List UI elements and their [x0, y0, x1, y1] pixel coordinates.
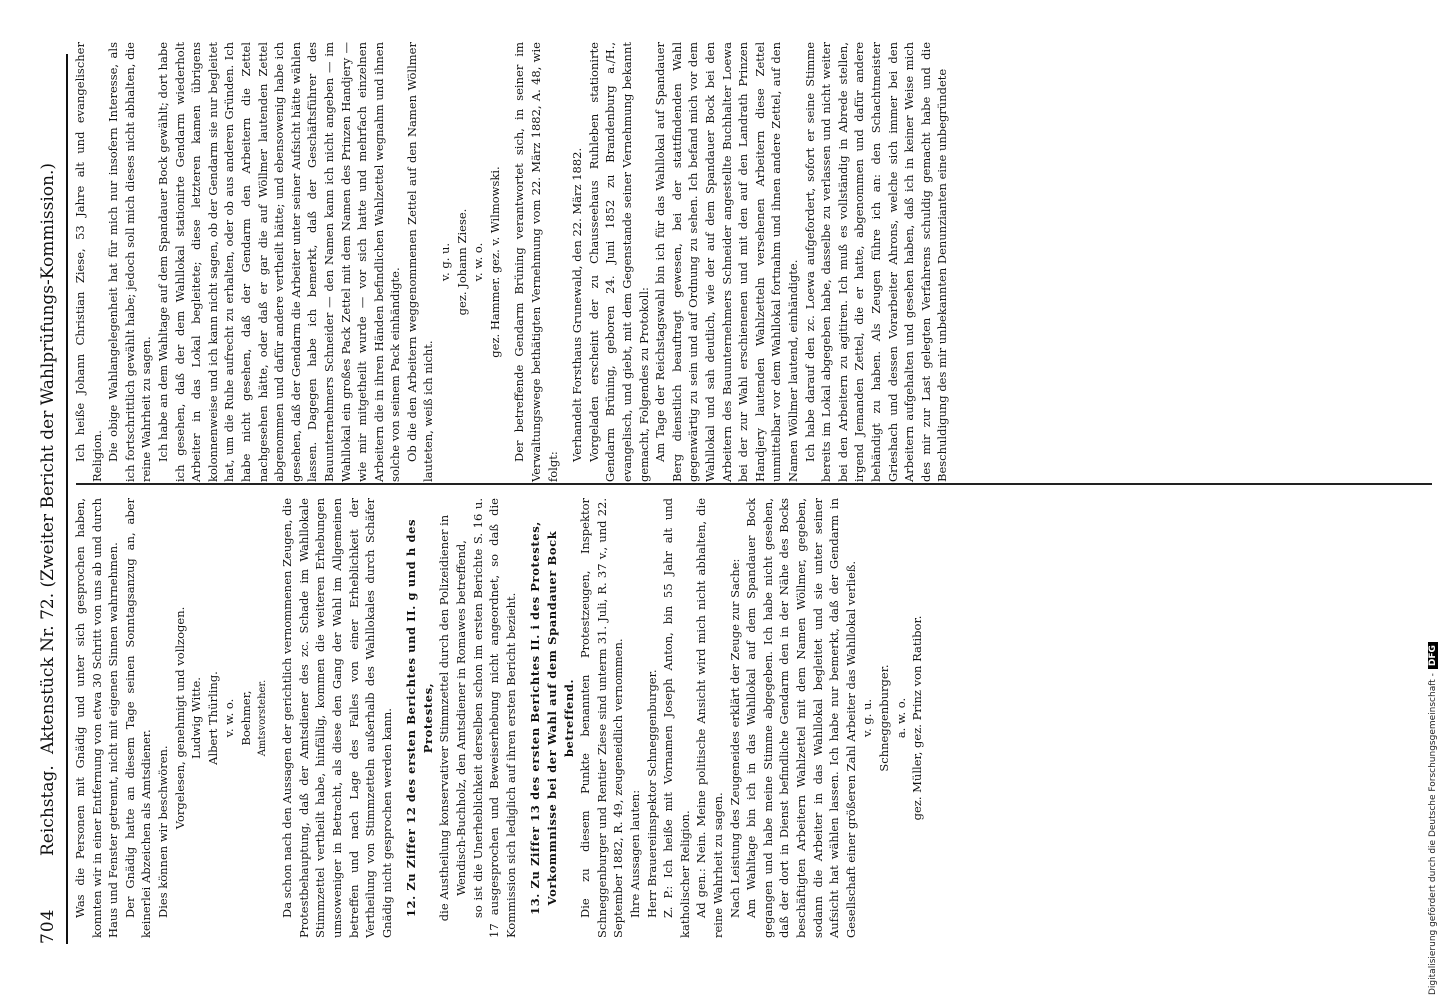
signature: Albert Thürling. [205, 671, 220, 765]
left-column [72, 498, 1432, 938]
paragraph: Ob die den Arbeitern weggenommenen Zettel auf den Namen Wöllmer lauteten, weiß ich nicht. [404, 42, 436, 482]
paragraph: Da schon nach den Aussagen der gerichtlich vernommenen Zeugen, die Protestbehauptung, daß der Amtsdiener des zc. Schade im Wahllokale Stimmzettel vertheilt habe, hinfällig, kommen die weiteren Erhebungen umsoweniger in Betracht, als diese den Gang der Wahl im Allgemeinen betreffen und nach Lage des Falles von einer Erheblichkeit der Vertheilung von Stimmzetteln außerhalb des Wahllokales durch Schäfer Gnädig nicht gesprochen werden kann. [280, 497, 394, 938]
paragraph: Der Gnädig hatte an diesem Tage seinen Sonntagsanzug an, aber keinerlei Abzeichen als Amtsdiener. [122, 498, 154, 938]
right-column [72, 42, 1432, 482]
running-head-title: Aktenstück Nr. 72. (Zweiter Bericht der Wahlprüfungs-Kommission.) [38, 162, 58, 754]
digitization-note: Digitalisierung gefördert durch die Deutsche Forschungsgemeinschaft - [1428, 673, 1438, 995]
running-head-category: Reichstag. [38, 765, 58, 856]
section-heading: 12. Zu Ziffer 12 des ersten Berichtes und II. g und h des Protestes, [404, 518, 435, 918]
signature-role: Amtsvorsteher. [256, 679, 268, 757]
signature: Schneggenburger. [876, 664, 891, 772]
paragraph: Am Tage der Reichstagswahl bin ich für das Wahllokal auf Spandauer Berg dienstlich beauftragt gewesen, bei der stattfindenden Wahl gegenwärtig zu sein und auf Ordnung zu sehen. Ich befand mich vor dem Wahllokal und sah deutlich, wie der auf dem Spandauer Bock bei den Arbeitern des Bauunternehmers Schneider angestellte Buchhalter Loewa bei der zur Wahl erschienenen und mit den auf den Landrath Prinzen Handjery lautenden Wahlzetteln versehenen Arbeitern diese Zettel unmittelbar vor dem Wahllokal fortnahm und ihnen andere Zettel, auf den Namen Wöllmer lautend, einhändigte. [653, 42, 800, 482]
paragraph: Ich heiße Johann Christian Ziese, 53 Jahre alt und evangelischer Religion. [73, 42, 104, 482]
signature-formula: v. w. o. [471, 242, 486, 282]
signature: gez. Müller, gez. Prinz von Ratibor. [910, 615, 925, 821]
digitization-credit [1418, 0, 1438, 1000]
paragraph: Herr Brauereiinspektor Schneggenburger. [644, 669, 659, 918]
section-subheading: die Austheilung konservativer Stimmzettel durch den Polizeidiener in Wendisch-Buchholz, den Amtsdiener in Romawes betreffend, [437, 514, 469, 922]
signature-formula: v. w. o. [222, 698, 237, 738]
signature-formula: v. g. u. [860, 698, 875, 738]
paragraph: Was die Personen mit Gnädig und unter sich gesprochen haben, konnten wir in einer Entfernung von etwa 30 Schritt von uns ab und durch Haus und Fenster getrennt, nicht mit eigenen Sinnen wahrnehmen. [73, 498, 121, 938]
paragraph: Z. P.: Ich heiße mit Vornamen Joseph Anton, bin 55 Jahr alt und katholischer Religion. [661, 498, 692, 938]
page-number: 704 [38, 908, 58, 944]
column-divider [76, 483, 1432, 485]
paragraph: Dies können wir beschwören. [155, 745, 170, 918]
signature: gez. Hammer. gez. v. Wilmowski. [487, 166, 502, 358]
signature-formula: a. w. o. [893, 697, 908, 739]
paragraph: Ich habe an dem Wahltage auf dem Spandauer Bock gewählt; dort habe ich gesehen, daß der dem Wahllokal stationirte Gendarm wiederholt Arbeiter in das Lokal begleitete; diese letzteren kamen übrigens kolonnenweise und ich kann nicht sagen, ob der Gendarm sie nur begleitet hat, um die Ruhe aufrecht zu erhalten, oder ob aus anderen Gründen. Ich habe nicht gesehen, daß der Gendarm den Arbeitern die Zettel nachgesehen hätte, oder daß er gar die auf Wöllmer lautenden Zettel abgenommen und dafür andere vertheilt hätte; und ebensowenig habe ich gesehen, daß der Gendarm die Arbeiter unter seiner Aufsicht hätte wählen lassen. Dagegen habe ich bemerkt, daß der Geschäftsführer des Bauunternehmers Schneider — den Namen kann ich nicht angeben — im Wahllokal ein großes Pack Zettel mit dem Namen des Prinzen Handjery — wie mir mitgetheilt wurde — vor sich hatte und mehrfach einzelnen Arbeitern die in ihren Händen befindlichen Wahlzettel wegnahm und ihnen solche von seinem Pack einhändigte. [155, 42, 403, 482]
paragraph: Die zu diesem Punkte benannten Protestzeugen, Inspektor Schneggenburger und Rentier Ziese sind unterm 31. Juli, R. 37 v., und 22. September 1882, R. 49, zeugeneidlich vernommen. [578, 498, 626, 938]
header-rule [66, 54, 68, 944]
signature: Ludwig Witte. [189, 677, 204, 759]
page-header [36, 4, 66, 944]
paragraph: Ich habe darauf den zc. Loewa aufgefordert, sofort er seine Stimme bereits im Lokal abgegeben habe, dasselbe zu verlassen und nicht weiter bei den Arbeitern zu agitiren. Ich muß es vollständig in Abrede stellen, irgend Jemanden Zettel, die er hatte, abgenommen und dafür andere behändigt zu haben. Als Zeugen führe ich an: den Schachtmeister Grieshach und dessen Vorarbeiter Ahrons, welche sich immer bei den Arbeitern aufgehalten und gesehen haben, daß ich in keiner Weise mich des mir zur Last gelegten Verfahrens schuldig gemacht habe und die Beschuldigung des mir unbekannten Denunzianten eine unbegründete [802, 42, 950, 482]
paragraph: so ist die Unerheblichkeit derselben schon im ersten Berichte S. 16 u. 17 ausgesprochen und Beweiserhebung nicht angeordnet, so daß die Kommission sich lediglich auf ihren ersten Bericht bezieht. [470, 498, 518, 938]
paragraph: Am Wahltage bin ich in das Wahllokal auf dem Spandauer Bock gegangen und habe meine Stimme abgegeben. Ich habe nicht gesehen, daß der dort in Dienst befindliche Gendarm den in der Nähe des Bocks beschäftigten Arbeitern Wahlzettel mit dem Namen Wöllmer, gegeben, sodann die Arbeiter in das Wahllokal begleitet und sie unter seiner Aufsicht hat wählen lassen. Ich habe nur bemerkt, daß der Gendarm in Gesellschaft einer größeren Zahl Arbeiter das Wahllokal verließ. [744, 498, 858, 938]
protocol-heading: Verhandelt Forsthaus Grunewald, den 22. März 1882. [570, 147, 585, 462]
section-heading: 13. Zu Ziffer 13 des ersten Berichtes II. i des Protestes, Vorkommnisse bei der Wahl auf dem Spandauer Bock betreffend. [528, 521, 576, 915]
signature-formula: v. g. u. [438, 242, 453, 282]
paragraph: Ihre Aussagen lauten: [628, 789, 642, 918]
closing-formula: Vorgelesen, genehmigt und vollzogen. [172, 606, 187, 830]
paragraph: Vorgeladen erscheint der zu Chausseehaus Ruhleben stationirte Gendarm Brüning, geboren 24. Juni 1852 zu Brandenburg a./H., evangelisch, und giebt, mit dem Gegenstande seiner Vernehmung bekannt gemacht, Folgendes zu Protokoll: [586, 42, 651, 482]
signature: gez. Johann Ziese. [454, 208, 469, 316]
paragraph: Ad gen.: Nein. Meine politische Ansicht wird mich nicht abhalten, die reine Wahrheit zu sagen. [694, 498, 725, 938]
paragraph: Nach Leistung des Zeugeneides erklärt der Zeuge zur Sache: [727, 558, 742, 918]
signature: Boehmer, [238, 690, 253, 746]
paragraph: Die obige Wahlangelegenheit hat für mich nur insofern Interesse, als ich fortschrittlich gewählt habe; jedoch soll mich dieses nicht abhalten, die reine Wahrheit zu sagen. [106, 42, 154, 482]
dfg-logo: DFG [1428, 642, 1438, 669]
paragraph: Der betreffende Gendarm Brüning verantwortet sich, in seiner im Verwaltungswege bethätigten Vernehmung vom 22. März 1882, A. 48, wie folgt: [512, 42, 560, 482]
